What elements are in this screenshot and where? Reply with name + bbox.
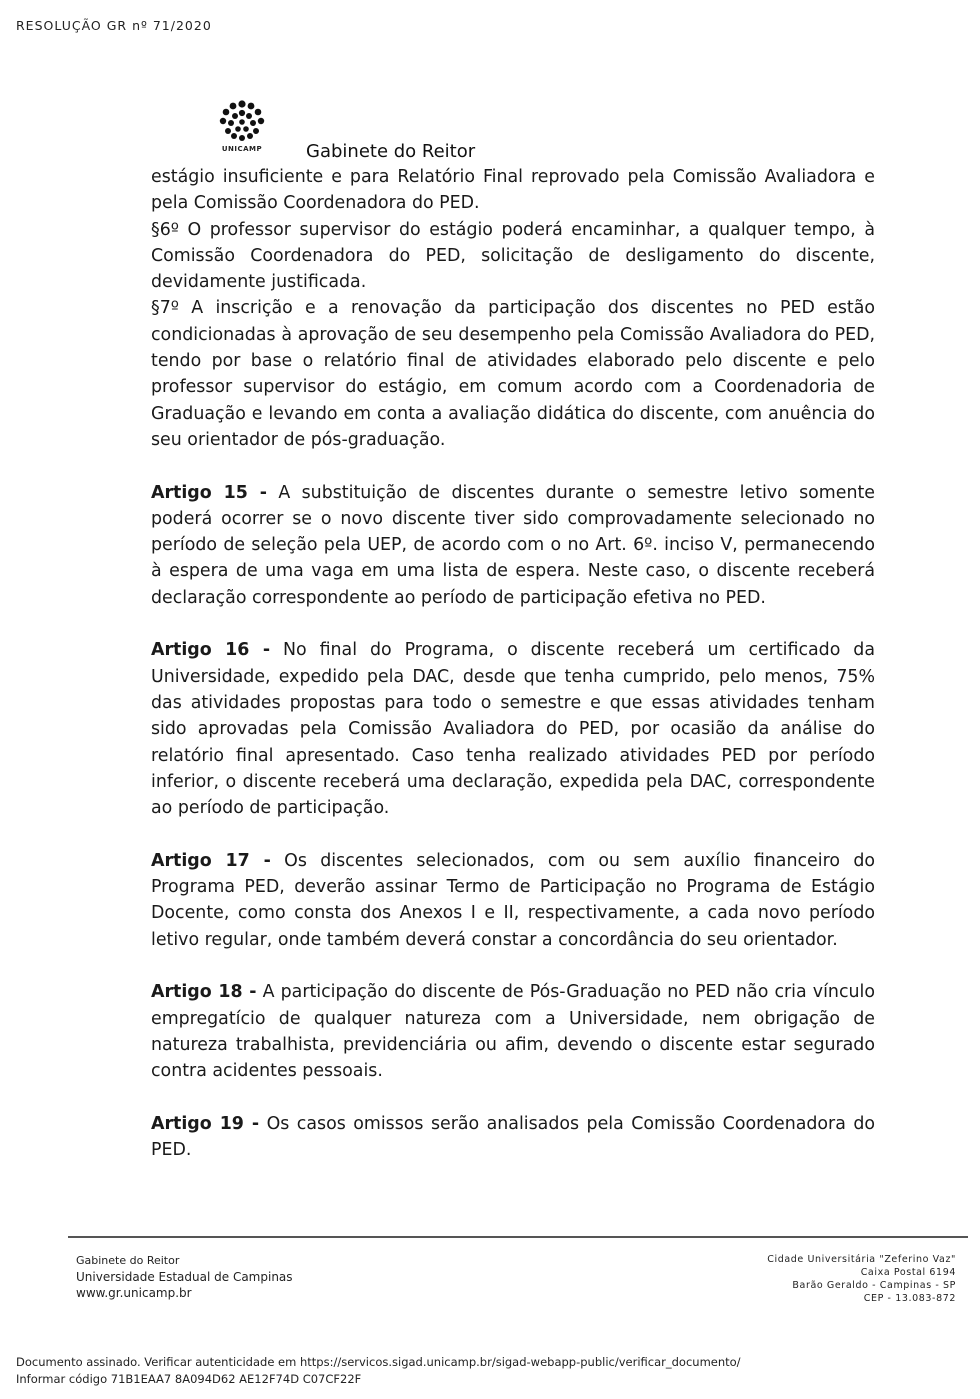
document-body — [151, 164, 875, 1163]
article-18: Artigo 18 - A participação do discente de Pós-Graduação no PED não cria vínculo empregatício de qualquer natureza com a Universidade, nem obrigação de natureza trabalhista, previdenciária ou afim, devendo o discente estar segurado contra acidentes pessoais. — [151, 982, 875, 1082]
article-label: Artigo 16 - — [151, 640, 271, 661]
paragraph-7-label: §7º — [151, 298, 179, 319]
article-16: Artigo 16 - No final do Programa, o discente receberá um certificado da Universidade, expedido pela DAC, desde que tenha cumprido, pelo menos, 75% das atividades propostas para todo o semestre e que essas atividades tenham sido aprovadas pela Comissão Avaliadora do PED, por ocasião da análise do relatório final apresentado. Caso tenha realizado atividades PED por período inferior, o discente receberá uma declaração, expedida pela DAC, correspondente ao período de participação. — [151, 640, 875, 819]
paragraph-7: §7º A inscrição e a renovação da participação dos discentes no PED estão condicionadas à aprovação de seu desempenho pela Comissão Avaliadora do PED, tendo por base o relatório final de atividades elaborado pelo discente e pelo professor supervisor do estágio, em comum acordo com a Coordenadoria de Graduação e levando em conta a avaliação didática do discente, com anuência do seu orientador de pós-graduação. — [151, 298, 875, 450]
article-15: Artigo 15 - A substituição de discentes durante o semestre letivo somente poderá ocorrer se o novo discente tiver sido comprovadamente selecionado no período de seleção pela UEP, de acordo com o no Art. 6º. inciso V, permanecendo à espera de uma vaga em uma lista de espera. Neste caso, o discente receberá declaração correspondente ao período de participação efetiva no PED. — [151, 482, 875, 608]
article-label: Artigo 18 - — [151, 982, 257, 1003]
article-19: Artigo 19 - Os casos omissos serão analisados pela Comissão Coordenadora do PED. — [151, 1113, 875, 1160]
article-label: Artigo 19 - — [151, 1113, 260, 1134]
logo-text: UNICAMP — [221, 145, 263, 153]
signature-verification-line: Documento assinado. Verificar autenticidade em https://servicos.sigad.unicamp.br/sigad-webapp-public/verificar_documento/ — [16, 1355, 741, 1369]
footer-divider — [68, 1236, 968, 1238]
website-link[interactable]: www.gr.unicamp.br — [76, 1286, 192, 1300]
article-label: Artigo 17 - — [151, 850, 271, 871]
article-17: Artigo 17 - Os discentes selecionados, com ou sem auxílio financeiro do Programa PED, deverão assinar Termo de Participação no Programa de Estágio Docente, como consta dos Anexos I e II, respectivamente, a cada novo período letivo regular, onde também deverá constar a concordância do seu orientador. — [151, 850, 875, 950]
paragraph-6-label: §6º — [151, 219, 179, 240]
signature-code-line: Informar código 71B1EAA7 8A094D62 AE12F74D C07CF22F — [16, 1372, 362, 1386]
paragraph-6: §6º O professor supervisor do estágio poderá encaminhar, a qualquer tempo, à Comissão Coordenadora do PED, solicitação de desligamento do discente, devidamente justificada. — [151, 219, 875, 293]
footer-address-left: Gabinete do Reitor Universidade Estadual de Campinas www.gr.unicamp.br — [76, 1254, 293, 1300]
resolution-code: RESOLUÇÃO GR nº 71/2020 — [16, 18, 212, 33]
office-title: Gabinete do Reitor — [306, 141, 476, 162]
article-label: Artigo 15 - — [151, 482, 267, 503]
paragraph-continuation: estágio insuficiente e para Relatório Final reprovado pela Comissão Avaliadora e pela Comissão Coordenadora do PED. — [151, 167, 875, 214]
footer-address-right: Cidade Universitária "Zeferino Vaz" Caixa Postal 6194 Barão Geraldo - Campinas - SP CEP - 13.083-872 — [767, 1254, 956, 1304]
